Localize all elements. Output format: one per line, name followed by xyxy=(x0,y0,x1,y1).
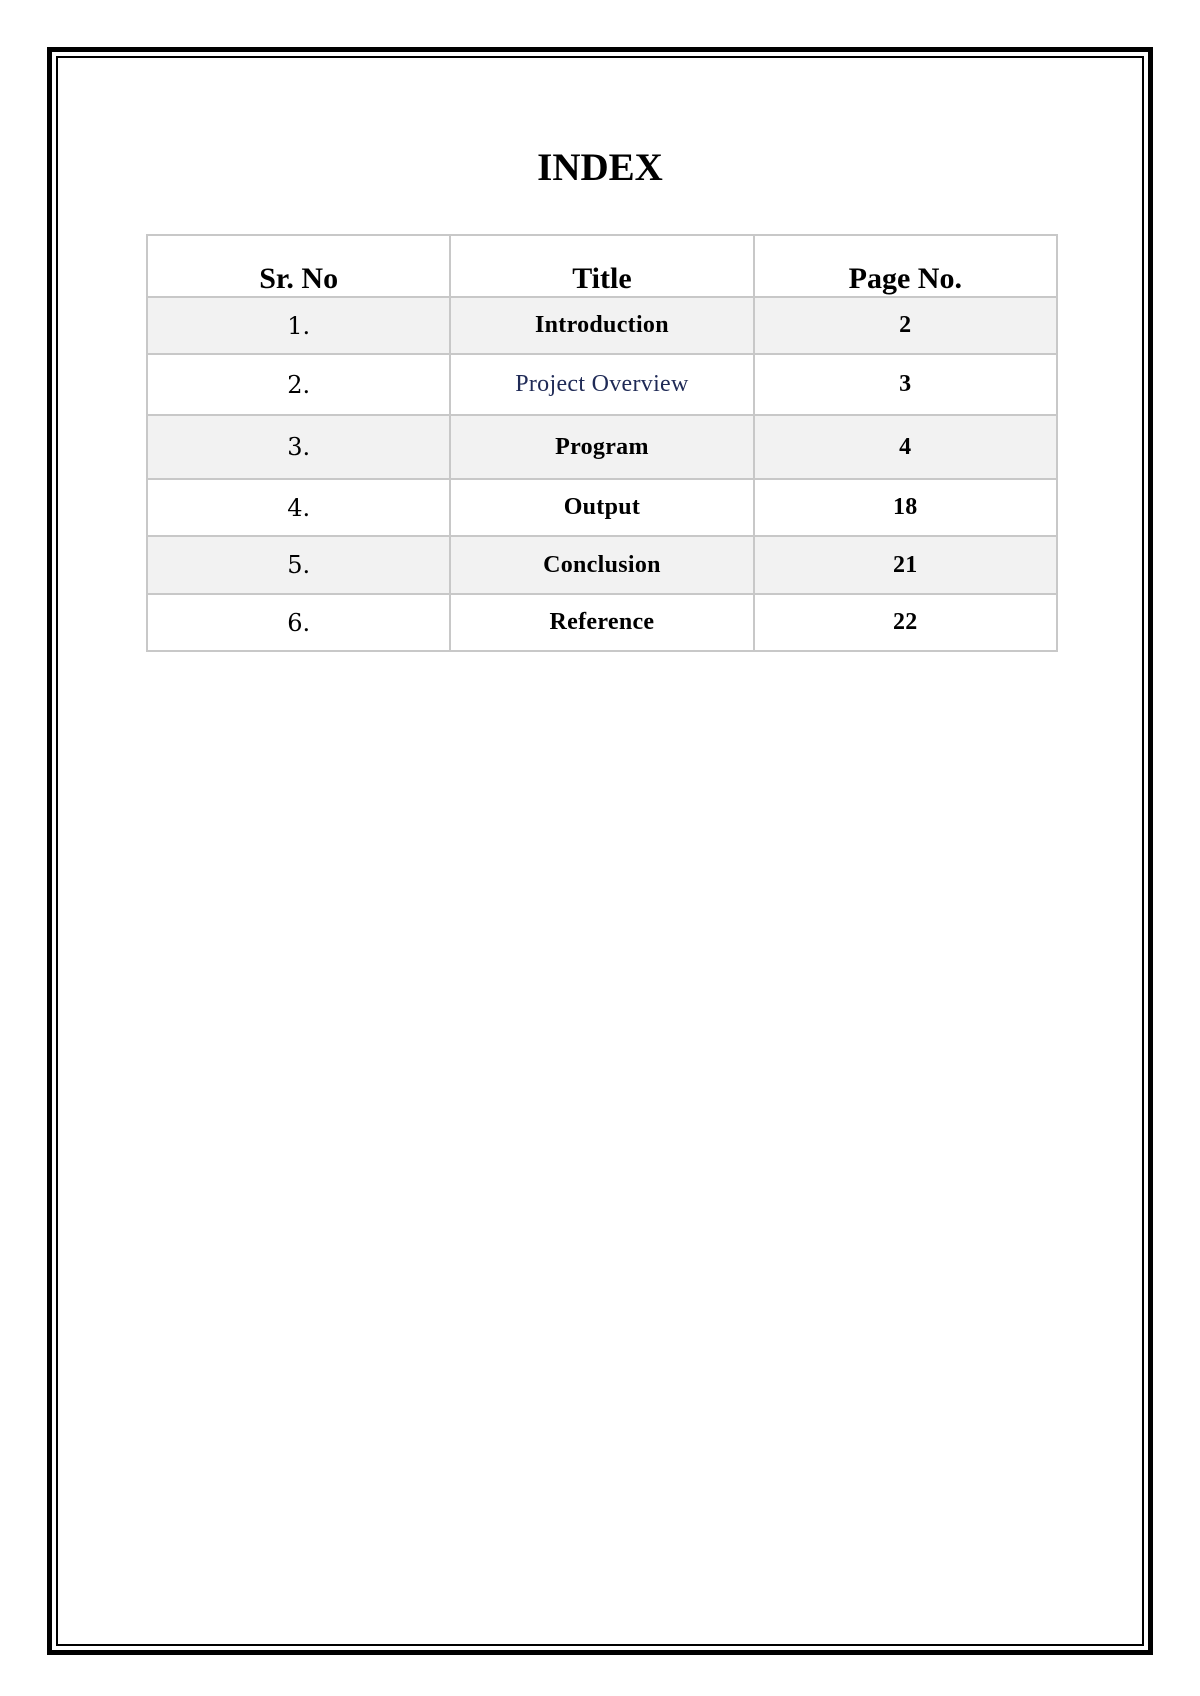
cell-page-no: 22 xyxy=(754,594,1057,651)
cell-page-no: 4 xyxy=(754,415,1057,479)
cell-page-no: 18 xyxy=(754,479,1057,536)
header-page-no: Page No. xyxy=(754,235,1057,297)
cell-title: Reference xyxy=(450,594,753,651)
table-header-row xyxy=(147,235,1057,297)
cell-sr-no: 3. xyxy=(147,415,450,479)
table-row xyxy=(147,354,1057,415)
cell-page-no: 3 xyxy=(754,354,1057,415)
page-title: INDEX xyxy=(537,146,663,189)
cell-title: Output xyxy=(450,479,753,536)
title-link[interactable]: Project Overview xyxy=(515,371,689,397)
cell-title[interactable] xyxy=(450,354,753,415)
cell-sr-no: 4. xyxy=(147,479,450,536)
table-row xyxy=(147,479,1057,536)
table-row xyxy=(147,297,1057,354)
cell-sr-no: 5. xyxy=(147,536,450,594)
cell-page-no: 21 xyxy=(754,536,1057,594)
cell-page-no: 2 xyxy=(754,297,1057,354)
table-row xyxy=(147,536,1057,594)
cell-sr-no: 6. xyxy=(147,594,450,651)
header-title: Title xyxy=(450,235,753,297)
table-row xyxy=(147,594,1057,651)
cell-title: Program xyxy=(450,415,753,479)
cell-title: Conclusion xyxy=(450,536,753,594)
index-table xyxy=(146,234,1058,652)
header-sr-no: Sr. No xyxy=(147,235,450,297)
table-row xyxy=(147,415,1057,479)
cell-title: Introduction xyxy=(450,297,753,354)
cell-sr-no: 2. xyxy=(147,354,450,415)
cell-sr-no: 1. xyxy=(147,297,450,354)
